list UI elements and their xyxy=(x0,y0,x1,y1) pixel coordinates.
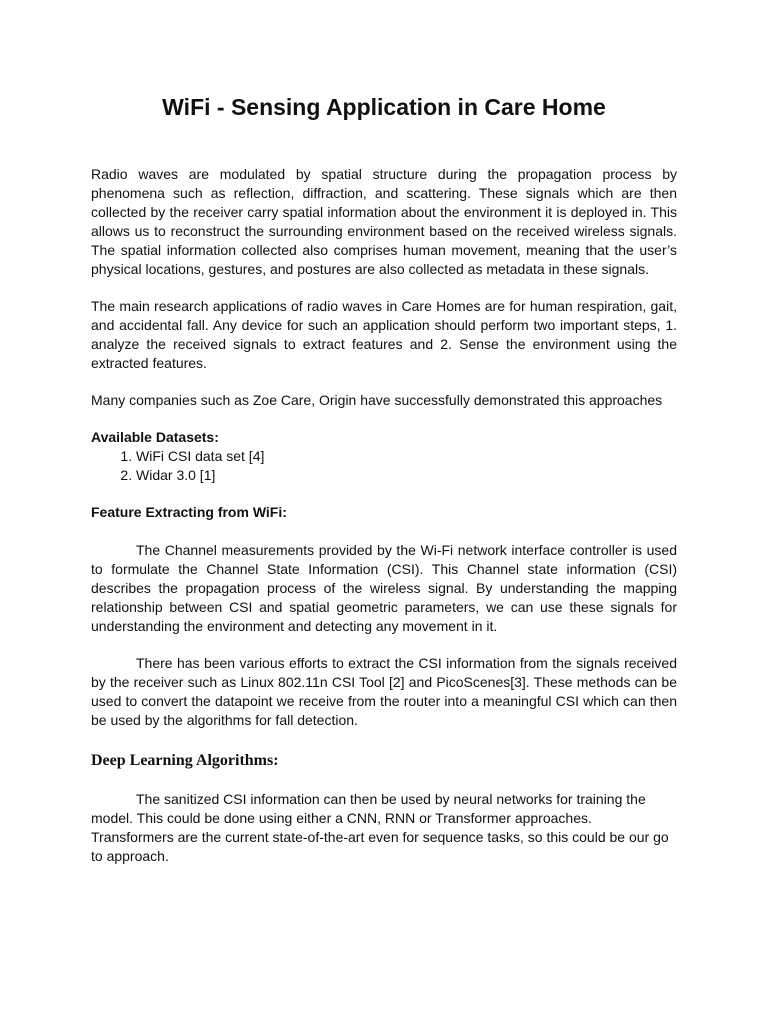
document-title: WiFi - Sensing Application in Care Home xyxy=(162,94,606,120)
feature-extraction-heading: Feature Extracting from WiFi: xyxy=(91,504,287,520)
deep-learning-paragraph: The sanitized CSI information can then be used by neural networks for training the model. This could be done using either a CNN, RNN or Transformer approaches. Transformers are the current state-of-the-art even for sequence tasks, so this could be our go to approach. xyxy=(91,791,669,864)
list-item: 1. WiFi CSI data set [4] xyxy=(136,447,677,466)
intro-paragraph: Radio waves are modulated by spatial structure during the propagation process by phenomena such as reflection, diffraction, and scattering. These signals which are then collected by the receiver carry spatial information about the environment it is deployed in. This allows us to reconstruct the surrounding environment based on the received wireless signals. The spatial information collected also comprises human movement, meaning that the user’s physical locations, gestures, and postures are also collected as metadata in these signals. xyxy=(91,166,677,277)
feature-extraction-paragraph-2: There has been various efforts to extract the CSI information from the signals received by the receiver such as Linux 802.11n CSI Tool [2] and PicoScenes[3]. These methods can be used to convert the datapoint we receive from the router into a meaningful CSI which can then be used by the algorithms for fall detection. xyxy=(91,655,677,728)
datasets-list xyxy=(91,447,677,485)
feature-extraction-section xyxy=(91,503,677,730)
deep-learning-section xyxy=(91,750,677,866)
document-body xyxy=(91,165,677,866)
datasets-section xyxy=(91,428,677,485)
deep-learning-heading: Deep Learning Algorithms: xyxy=(91,752,279,769)
companies-paragraph: Many companies such as Zoe Care, Origin have successfully demonstrated this approaches xyxy=(91,392,663,408)
datasets-heading: Available Datasets: xyxy=(91,429,219,445)
list-item: 2. Widar 3.0 [1] xyxy=(136,466,677,485)
applications-paragraph: The main research applications of radio waves in Care Homes are for human respiration, gait, and accidental fall. Any device for such an application should perform two important steps, 1. analyze the received signals to extract features and 2. Sense the environment using the extracted features. xyxy=(91,298,677,371)
feature-extraction-paragraph-1: The Channel measurements provided by the Wi-Fi network interface controller is used to formulate the Channel State Information (CSI). This Channel state information (CSI) describes the propagation process of the wireless signal. By understanding the mapping relationship between CSI and spatial geometric parameters, we can use these signals for understanding the environment and detecting any movement in it. xyxy=(91,542,677,634)
